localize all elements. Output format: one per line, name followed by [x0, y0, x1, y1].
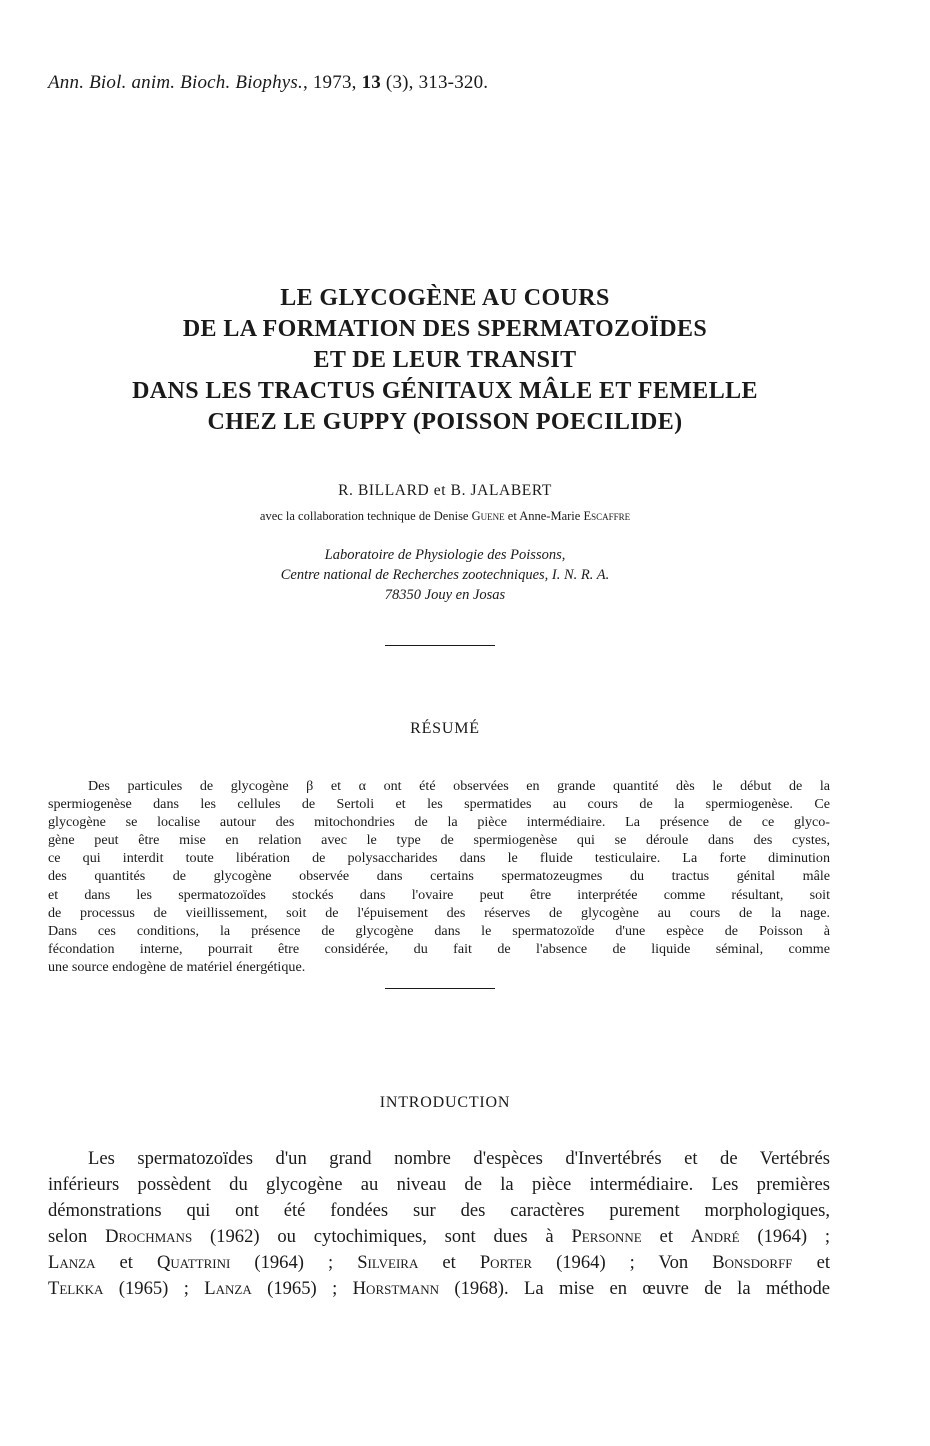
affiliation — [40, 545, 850, 605]
affiliation-line: 78350 Jouy en Josas — [384, 587, 506, 603]
text-run: (1965) ; — [251, 1278, 353, 1299]
title-line: DE LA FORMATION DES SPERMATOZOÏDES — [182, 316, 708, 342]
cited-author: André — [690, 1226, 740, 1247]
article-title — [40, 283, 850, 438]
abstract-line: des quantités de glycogène observée dans certains spermatozeugmes du tractus génital mâle — [48, 868, 830, 885]
title-line: ET DE LEUR TRANSIT — [313, 347, 577, 373]
title-line: LE GLYCOGÈNE AU COURS — [280, 285, 610, 311]
text-run: (1968). La mise en œuvre de la méthode — [439, 1278, 830, 1299]
abstract-line: et dans les spermatozoïdes stockés dans l'ovaire peut être interprétée comme résultant, soit — [48, 886, 830, 903]
intro-line — [48, 1276, 830, 1302]
introduction-heading: INTRODUCTION — [379, 1094, 511, 1111]
intro-line: Les spermatozoïdes d'un grand nombre d'espèces d'Invertébrés et de Vertébrés — [88, 1148, 830, 1169]
journal-separator: , — [302, 72, 313, 93]
collab-name: Escaffre — [583, 509, 631, 523]
text-run: (1965) ; — [103, 1278, 205, 1299]
title-line: DANS LES TRACTUS GÉNITAUX MÂLE ET FEMELLE — [132, 378, 758, 404]
abstract-line: Dans ces conditions, la présence de glycogène dans le spermatozoïde d'une espèce de Poisson à — [48, 922, 830, 939]
cited-author: Quattrini — [156, 1252, 231, 1273]
abstract-line: Des particules de glycogène β et α ont été observées en grande quantité dès le début de la — [88, 778, 830, 794]
collaboration-note — [40, 509, 850, 524]
cited-author: Lanza — [48, 1252, 96, 1273]
journal-volume: 13 — [361, 72, 381, 93]
divider-rule — [385, 645, 495, 646]
authors: R. BILLARD et B. JALABERT — [338, 482, 552, 499]
journal-year: 1973, — [312, 72, 362, 93]
abstract-line: une source endogène de matériel énergétique. — [48, 958, 306, 975]
cited-author: Lanza — [204, 1278, 252, 1299]
intro-line: démonstrations qui ont été fondées sur des caractères purement morphologiques, — [48, 1200, 830, 1221]
text-run: (1962) ou cytochimiques, sont dues à — [192, 1226, 572, 1247]
introduction-body — [48, 1146, 830, 1302]
text-run: (1964) ; — [230, 1252, 358, 1273]
divider-rule — [385, 988, 495, 989]
affiliation-line: Laboratoire de Physiologie des Poissons, — [324, 547, 566, 563]
abstract-line: de processus de vieillissement, soit de l'épuisement des réserves de glycogène au cours de la nage. — [48, 904, 830, 921]
collab-middle: et Anne-Marie — [504, 509, 584, 523]
journal-reference — [48, 72, 488, 94]
text-run: et — [641, 1226, 691, 1247]
cited-author: Silveira — [357, 1252, 419, 1273]
text-run: et — [95, 1252, 157, 1273]
affiliation-line: Centre national de Recherches zootechniques, I. N. R. A. — [280, 567, 610, 583]
abstract-line: spermiogenèse dans les cellules de Sertoli et les spermatides au cours de la spermiogenèse. Ce — [48, 796, 830, 813]
intro-line: inférieurs possèdent du glycogène au niveau de la pièce intermédiaire. Les premières — [48, 1174, 830, 1195]
cited-author: Telkka — [48, 1278, 104, 1299]
title-line: CHEZ LE GUPPY (POISSON POECILIDE) — [207, 409, 683, 435]
abstract-line: ce qui interdit toute libération de polysaccharides dans le fluide testiculaire. La forte diminution — [48, 850, 830, 867]
cited-author: Porter — [479, 1252, 533, 1273]
resume-abstract — [48, 777, 830, 976]
journal-issue-pages: (3), 313-320. — [380, 72, 489, 93]
text-run: et — [418, 1252, 480, 1273]
cited-author: Personne — [571, 1226, 642, 1247]
text-run: (1964) ; — [739, 1226, 830, 1247]
cited-author: Bonsdorff — [712, 1252, 793, 1273]
cited-author: Drochmans — [105, 1226, 193, 1247]
abstract-line: gène peut être mise en relation avec le type de spermiogenèse qui se déroule dans des cystes, — [48, 832, 830, 849]
text-run: (1964) ; Von — [532, 1252, 713, 1273]
intro-line — [48, 1250, 830, 1276]
text-run: et — [792, 1252, 831, 1273]
cited-author: Horstmann — [352, 1278, 440, 1299]
resume-heading: RÉSUMÉ — [410, 720, 480, 737]
intro-line — [48, 1224, 830, 1250]
text-run: selon — [48, 1226, 106, 1247]
abstract-line: glycogène se localise autour des mitochondries de la pièce intermédiaire. La présence de ce glyco- — [48, 814, 830, 831]
journal-name: Ann. Biol. anim. Bioch. Biophys. — [48, 72, 303, 93]
abstract-line: fécondation interne, pourrait être considérée, du fait de l'absence de liquide séminal, comme — [48, 940, 830, 957]
collab-name: Guene — [471, 509, 505, 523]
collab-prefix: avec la collaboration technique de Denise — [259, 509, 472, 523]
